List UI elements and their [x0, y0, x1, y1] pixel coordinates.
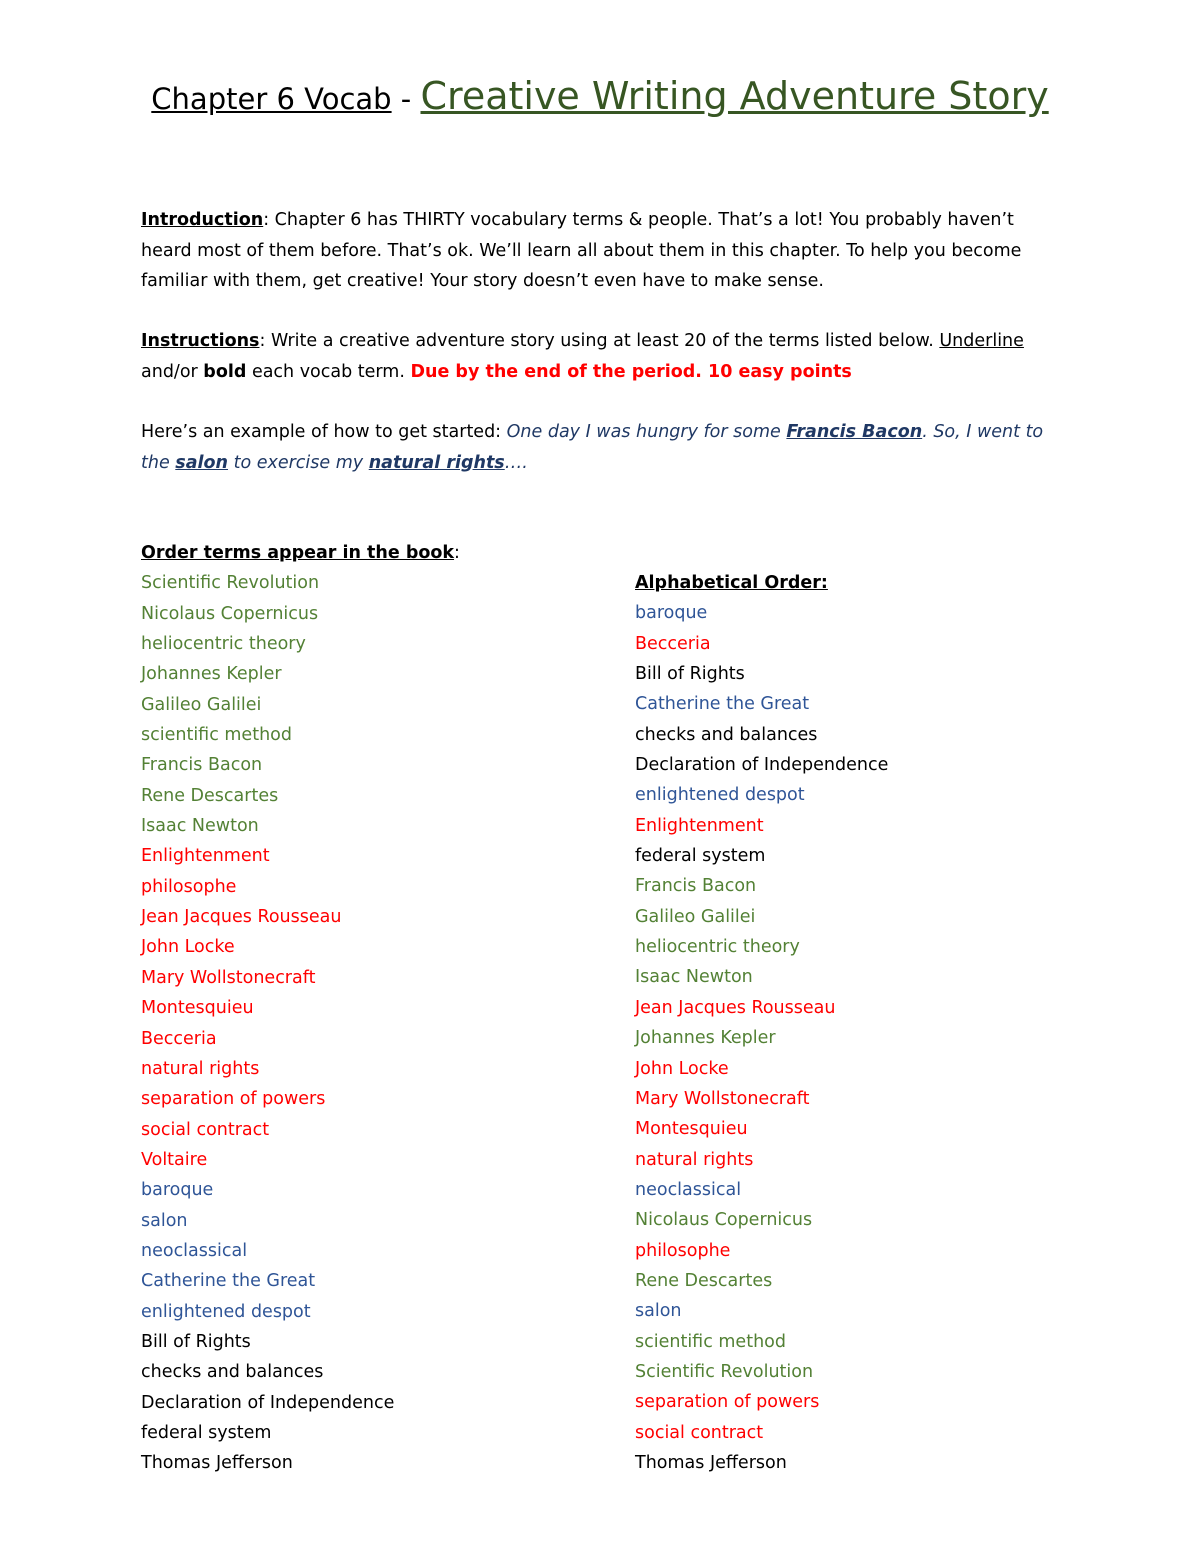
document-title	[100, 70, 1100, 130]
vocab-term: enlightened despot	[141, 1301, 311, 1322]
instructions-label: Instructions	[141, 331, 260, 351]
book-order-items	[141, 568, 581, 1478]
vocab-term: Jean Jacques Rousseau	[141, 907, 342, 928]
introduction-text: Chapter 6 has THIRTY vocabulary terms & people. That’s a lot! You probably haven’t heard most of them before. That’s ok. We’ll learn all about them in this chapter. To help you become familiar with them, get creative! Your story doesn’t even have to make sense.	[141, 210, 1022, 291]
vocab-term: checks and balances	[141, 1362, 324, 1383]
vocab-term: Isaac Newton	[141, 816, 259, 837]
vocab-term: social contract	[635, 1422, 764, 1443]
alphabetical-heading: Alphabetical Order:	[635, 573, 828, 593]
vocab-term: Galileo Galilei	[141, 694, 262, 715]
example-lead: Here’s an example of how to get started:	[141, 422, 507, 442]
instructions-underline-word: Underline	[939, 331, 1024, 351]
book-order-heading-text: Order terms appear in the book	[141, 543, 455, 563]
example-term: Francis Bacon	[786, 422, 923, 442]
vocab-term: enlightened despot	[635, 785, 805, 806]
vocab-term: Montesquieu	[141, 998, 254, 1019]
vocab-term: scientific method	[141, 725, 292, 746]
alphabetical-list	[635, 568, 1075, 1478]
vocab-term: Bill of Rights	[635, 664, 745, 685]
vocab-term: John Locke	[635, 1058, 729, 1079]
vocab-term: separation of powers	[635, 1392, 820, 1413]
example-term: natural rights	[368, 452, 505, 473]
vocab-term: Francis Bacon	[635, 876, 757, 897]
vocab-term: Declaration of Independence	[141, 1392, 395, 1413]
vocab-term: separation of powers	[141, 1089, 326, 1110]
vocab-term: natural rights	[635, 1149, 754, 1170]
introduction-paragraph	[141, 205, 1061, 297]
instructions-colon: :	[259, 331, 266, 351]
example-segment: ….	[504, 452, 528, 473]
vocab-term: Isaac Newton	[635, 967, 753, 988]
vocab-term: Bill of Rights	[141, 1331, 251, 1352]
vocab-term: federal system	[635, 846, 766, 867]
vocab-term: Francis Bacon	[141, 755, 263, 776]
vocab-term: Becceria	[635, 633, 711, 654]
vocab-term: Catherine the Great	[635, 694, 810, 715]
book-order-list	[141, 538, 581, 1479]
vocab-term: Johannes Kepler	[635, 1028, 776, 1049]
instructions-text-before: Write a creative adventure story using at least 20 of the terms listed below.	[265, 331, 940, 351]
vocab-term: salon	[141, 1210, 188, 1231]
vocab-term: Becceria	[141, 1028, 217, 1049]
book-order-heading-colon: :	[454, 543, 460, 563]
vocab-term: philosophe	[141, 876, 237, 897]
title-main: Creative Writing Adventure Story	[420, 74, 1049, 118]
vocab-term: Scientific Revolution	[635, 1361, 814, 1382]
vocab-term: Thomas Jefferson	[141, 1453, 293, 1474]
alphabetical-items	[635, 598, 1075, 1478]
vocab-term: Johannes Kepler	[141, 664, 282, 685]
vocab-term: natural rights	[141, 1058, 260, 1079]
vocab-term: Galileo Galilei	[635, 906, 756, 927]
instructions-text-after: each vocab term.	[246, 361, 411, 382]
vocab-term: Catherine the Great	[141, 1271, 316, 1292]
example-segment: . So, I went to the	[141, 422, 1044, 473]
vocab-term: Nicolaus Copernicus	[635, 1210, 813, 1231]
vocab-term: Enlightenment	[635, 815, 764, 836]
vocab-term: Scientific Revolution	[141, 573, 320, 594]
vocab-term: Nicolaus Copernicus	[141, 603, 319, 624]
example-paragraph	[141, 417, 1061, 478]
vocab-term: Mary Wollstonecraft	[141, 967, 316, 988]
vocab-term: Montesquieu	[635, 1119, 748, 1140]
vocab-term: baroque	[635, 603, 708, 624]
instructions-text-mid: and/or	[141, 361, 204, 382]
example-segment: One day I was hungry for some	[506, 422, 787, 442]
example-term: salon	[175, 452, 229, 473]
vocab-term: Jean Jacques Rousseau	[635, 997, 836, 1018]
vocab-term: checks and balances	[635, 724, 818, 745]
vocab-term: social contract	[141, 1119, 270, 1140]
instructions-bold-word: bold	[203, 361, 247, 382]
vocab-term: salon	[635, 1301, 682, 1322]
vocab-term: philosophe	[635, 1240, 731, 1261]
vocab-term: baroque	[141, 1180, 214, 1201]
vocab-term: Mary Wollstonecraft	[635, 1088, 810, 1109]
title-chapter: Chapter 6 Vocab	[151, 82, 392, 116]
due-notice: Due by the end of the period. 10 easy points	[410, 361, 852, 382]
vocab-term: John Locke	[141, 937, 235, 958]
example-segment: to exercise my	[228, 452, 369, 473]
vocab-term: Rene Descartes	[141, 785, 279, 806]
title-separator: -	[391, 82, 421, 116]
introduction-label: Introduction	[141, 210, 264, 230]
introduction-colon: :	[263, 210, 270, 230]
vocab-term: Voltaire	[141, 1149, 208, 1170]
vocab-term: heliocentric theory	[141, 634, 306, 655]
book-order-heading	[141, 538, 581, 568]
vocab-term: Thomas Jefferson	[635, 1452, 787, 1473]
vocab-term: neoclassical	[141, 1240, 248, 1261]
vocab-term: federal system	[141, 1422, 272, 1443]
vocab-term: Rene Descartes	[635, 1270, 773, 1291]
vocab-term: Enlightenment	[141, 846, 270, 867]
vocab-term: neoclassical	[635, 1179, 742, 1200]
vocab-term: heliocentric theory	[635, 937, 800, 958]
vocab-term: scientific method	[635, 1331, 786, 1352]
instructions-paragraph	[141, 326, 1061, 387]
vocab-term: Declaration of Independence	[635, 755, 889, 776]
